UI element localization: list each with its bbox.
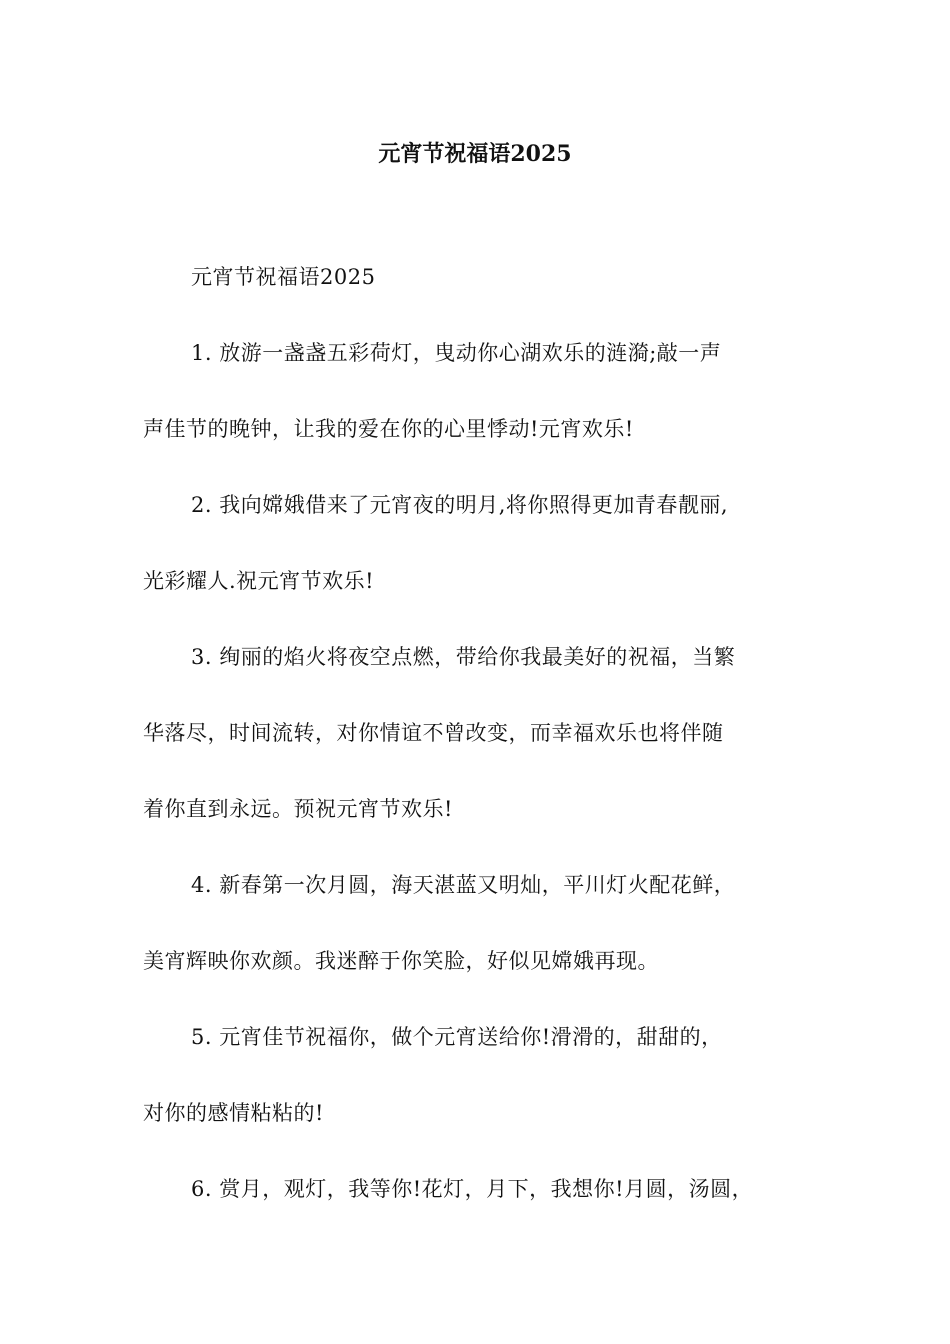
body-line-8: 4. 新春第一次月圆，海天湛蓝又明灿，平川灯火配花鲜， bbox=[191, 873, 736, 897]
body-line-7: 着你直到永远。预祝元宵节欢乐! bbox=[143, 797, 453, 821]
document-body bbox=[143, 257, 815, 1245]
body-line-11: 对你的感情粘粘的! bbox=[143, 1101, 324, 1125]
body-line-2: 声佳节的晚钟，让我的爱在你的心里悸动!元宵欢乐! bbox=[143, 417, 634, 441]
body-line-12: 6. 赏月，观灯，我等你!花灯，月下，我想你!月圆，汤圆， bbox=[191, 1177, 754, 1201]
body-line-6: 华落尽，时间流转，对你情谊不曾改变，而幸福欢乐也将伴随 bbox=[143, 721, 724, 745]
body-line-10: 5. 元宵佳节祝福你，做个元宵送给你!滑滑的，甜甜的， bbox=[191, 1025, 723, 1049]
body-subtitle: 元宵节祝福语2025 bbox=[191, 265, 376, 289]
body-line-9: 美宵辉映你欢颜。我迷醉于你笑脸，好似见嫦娥再现。 bbox=[143, 949, 659, 973]
body-line-3: 2. 我向嫦娥借来了元宵夜的明月,将你照得更加青春靓丽, bbox=[191, 493, 729, 517]
body-line-1: 1. 放游一盏盏五彩荷灯，曳动你心湖欢乐的涟漪;敲一声 bbox=[191, 341, 722, 365]
body-line-4: 光彩耀人.祝元宵节欢乐! bbox=[143, 569, 375, 593]
document-title: 元宵节祝福语2025 bbox=[378, 141, 572, 167]
body-line-5: 3. 绚丽的焰火将夜空点燃，带给你我最美好的祝福，当繁 bbox=[191, 645, 736, 669]
